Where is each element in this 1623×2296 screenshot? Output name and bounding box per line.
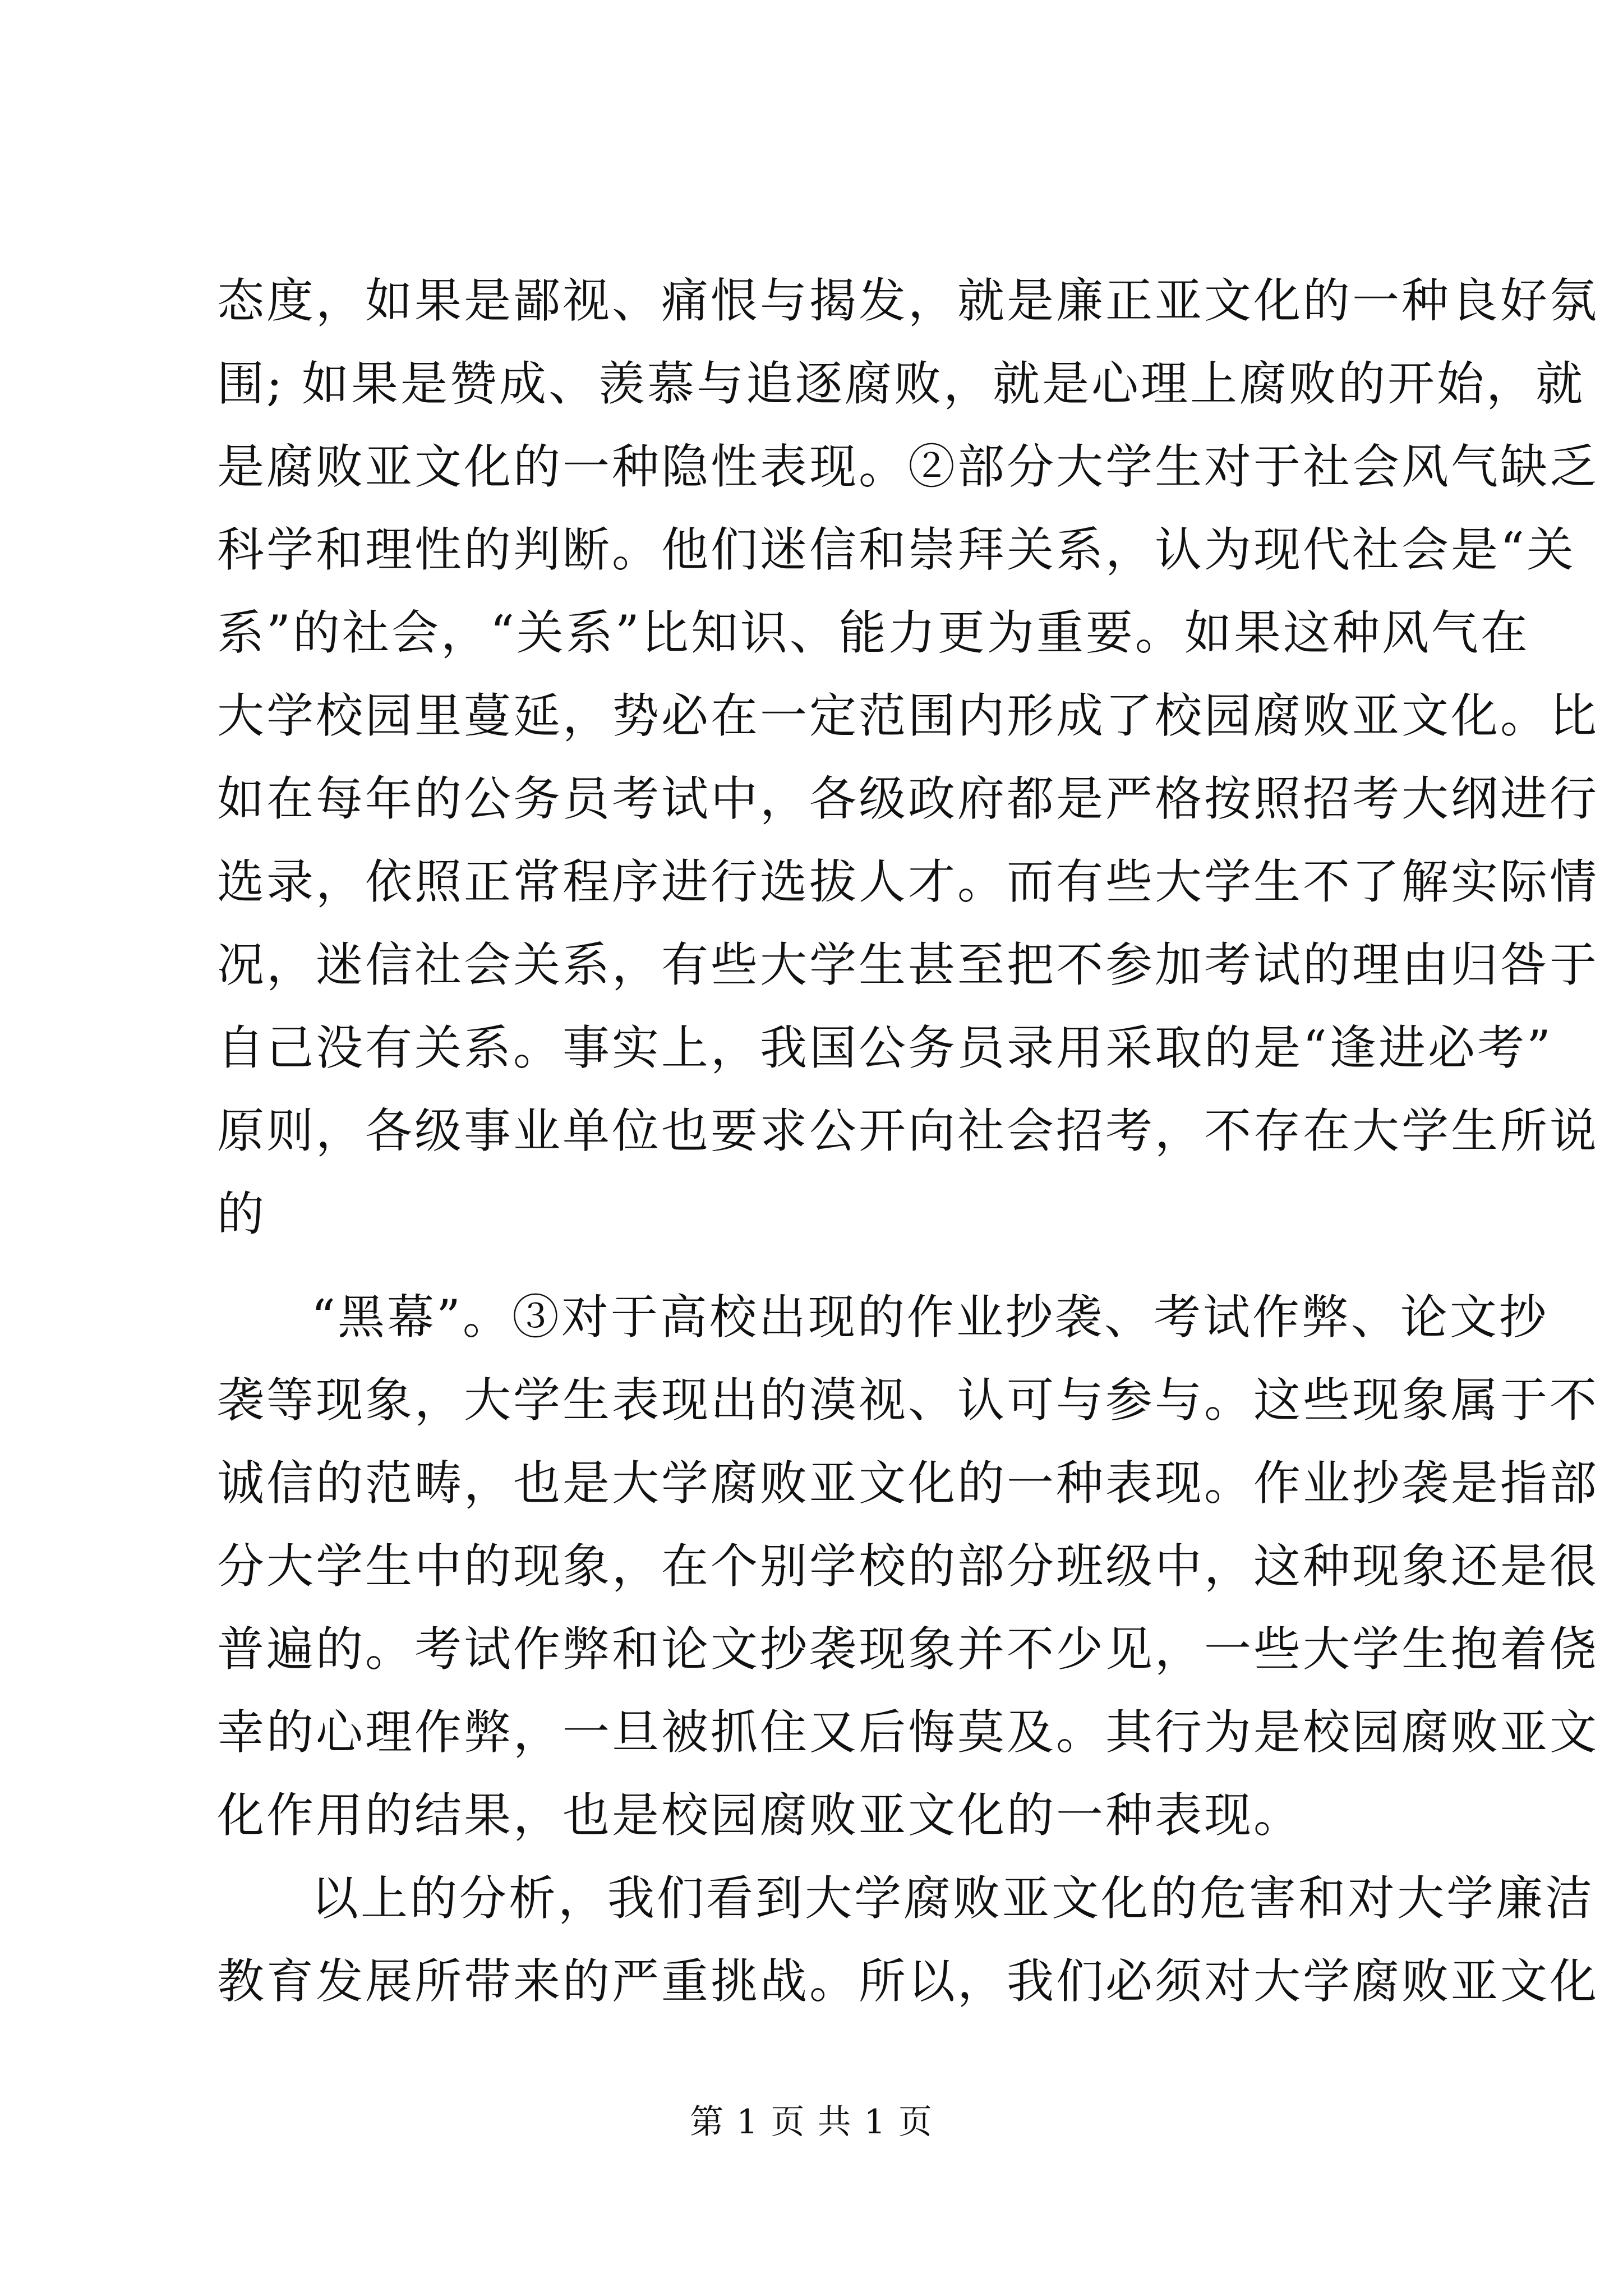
text-line: 化作用的结果，也是校园腐败亚文化的一种表现。 — [217, 1788, 1303, 1843]
text-line: 大学校园里蔓延，势必在一定范围内形成了校园腐败亚文化。比 — [217, 688, 1599, 743]
text-line: 诚信的范畴，也是大学腐败亚文化的一种表现。作业抄袭是指部 — [217, 1456, 1599, 1511]
text-line: 态度，如果是鄙视、痛恨与揭发，就是廉正亚文化的一种良好氛 — [217, 273, 1599, 328]
text-line: 系”的社会，“关系”比知识、能力更为重要。如果这种风气在 — [217, 605, 1530, 660]
text-line: 袭等现象，大学生表现出的漠视、认可与参与。这些现象属于不 — [217, 1373, 1599, 1428]
body-text — [217, 259, 1599, 2023]
text-line: 科学和理性的判断。他们迷信和崇拜关系，认为现代社会是“关 — [217, 522, 1576, 577]
text-line: “黑幕”。③对于高校出现的作业抄袭、考试作弊、论文抄 — [311, 1290, 1548, 1345]
text-line: 以上的分析，我们看到大学腐败亚文化的危害和对大学廉洁 — [311, 1871, 1595, 1926]
text-line: 教育发展所带来的严重挑战。所以，我们必须对大学腐败亚文化 — [217, 1954, 1599, 2009]
text-line: 是腐败亚文化的一种隐性表现。②部分大学生对于社会风气缺乏 — [217, 439, 1599, 494]
text-line: 选录，依照正常程序进行选拔人才。而有些大学生不了解实际情 — [217, 854, 1599, 909]
text-line: 如在每年的公务员考试中，各级政府都是严格按照招考大纲进行 — [217, 771, 1599, 826]
text-line: 的 — [217, 1186, 267, 1241]
text-line: 普遍的。考试作弊和论文抄袭现象并不少见，一些大学生抱着侥 — [217, 1622, 1599, 1677]
text-line: 围; 如果是赞成、羡慕与追逐腐败，就是心理上腐败的开始，就 — [217, 356, 1585, 411]
text-line: 自己没有关系。事实上，我国公务员录用采取的是“逢进必考” — [217, 1020, 1553, 1075]
text-line: 原则，各级事业单位也要求公开向社会招考，不存在大学生所说 — [217, 1103, 1599, 1158]
text-line: 分大学生中的现象，在个别学校的部分班级中，这种现象还是很 — [217, 1539, 1599, 1594]
text-line: 幸的心理作弊，一旦被抓住又后悔莫及。其行为是校园腐败亚文 — [217, 1705, 1599, 1760]
page-footer: 第 1 页 共 1 页 — [690, 2102, 933, 2142]
text-line: 况，迷信社会关系，有些大学生甚至把不参加考试的理由归咎于 — [217, 937, 1599, 992]
